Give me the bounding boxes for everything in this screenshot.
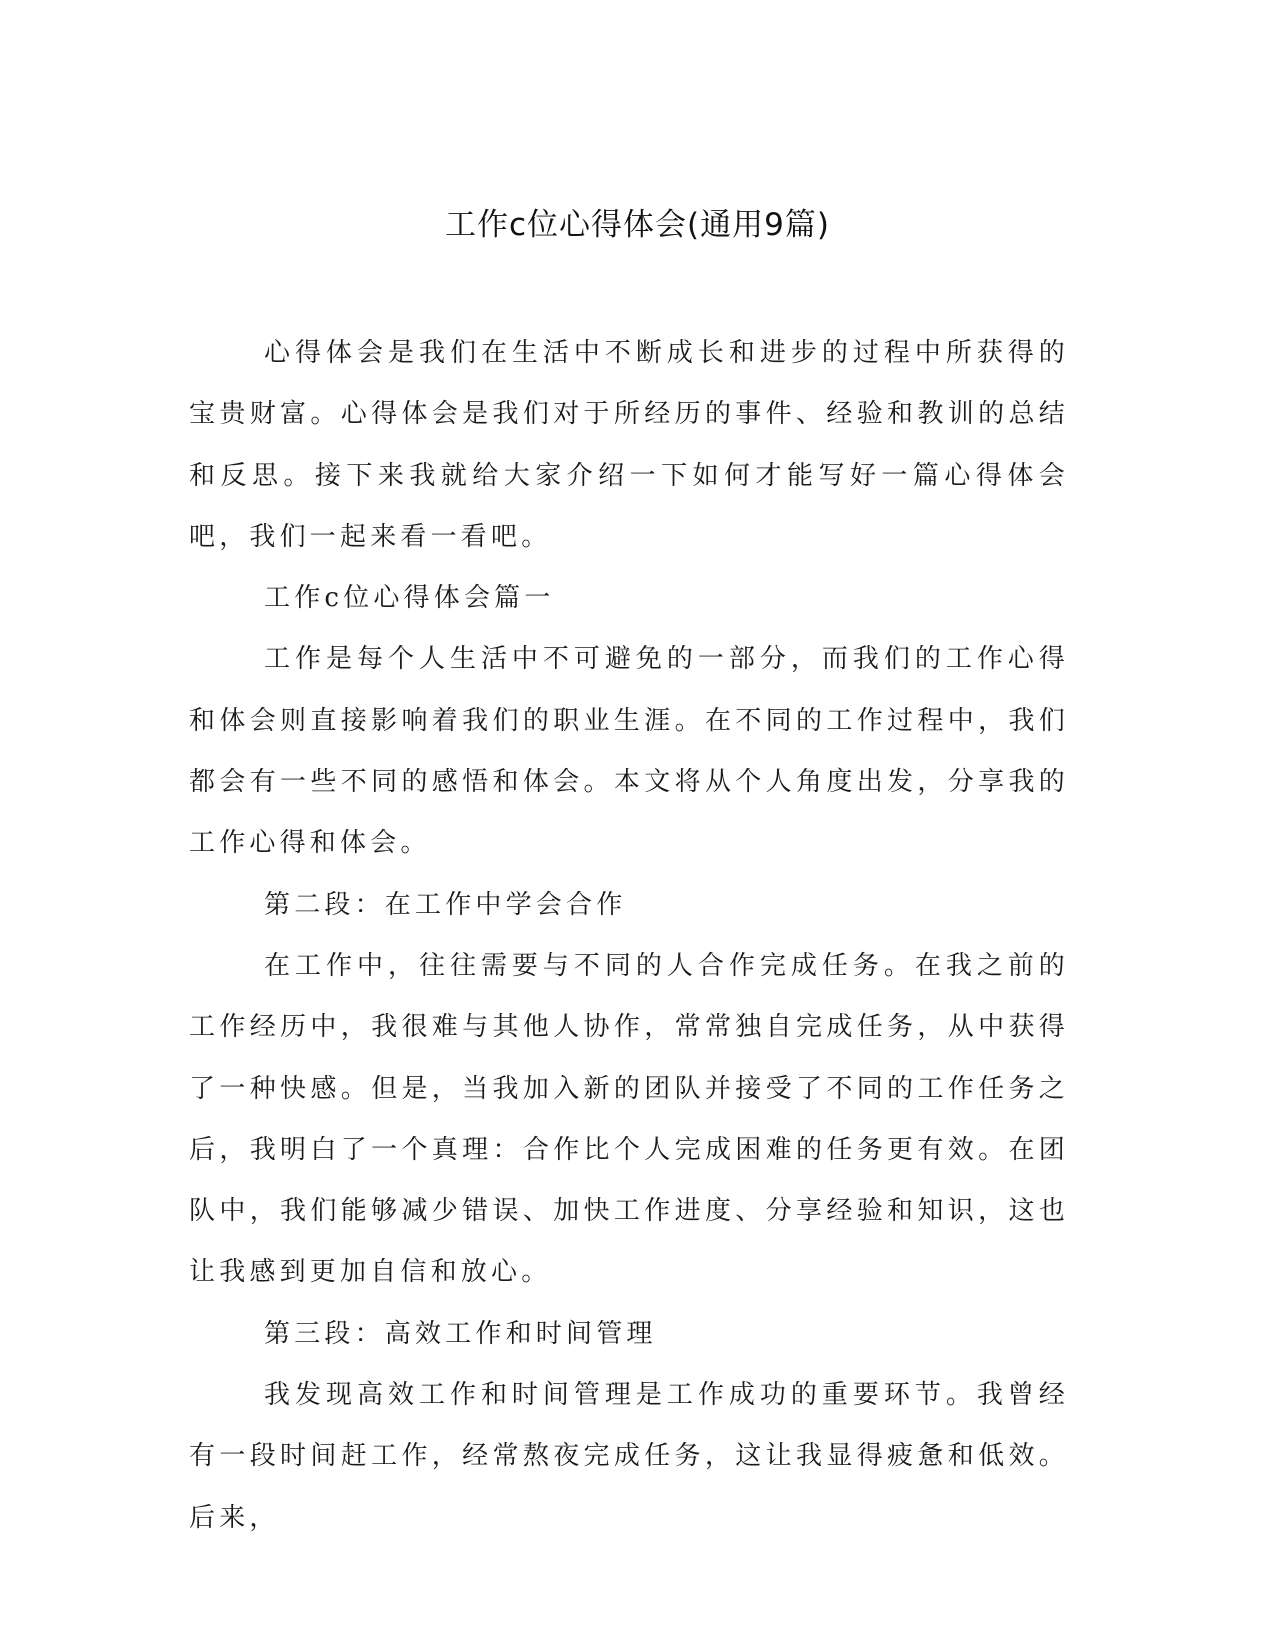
body-paragraph: 工作是每个人生活中不可避免的一部分，而我们的工作心得和体会则直接影响着我们的职业生涯。在不同的工作过程中，我们都会有一些不同的感悟和体会。本文将从个人角度出发，分享我的工作心得和体会。 [189,644,1069,859]
body-paragraph: 我发现高效工作和时间管理是工作成功的重要环节。我曾经有一段时间赶工作，经常熬夜完成任务，这让我显得疲惫和低效。后来， [189,1380,1069,1533]
section-heading-part-one: 工作c位心得体会篇一 [264,583,555,614]
intro-paragraph: 心得体会是我们在生活中不断成长和进步的过程中所获得的宝贵财富。心得体会是我们对于所经历的事件、经验和教训的总结和反思。接下来我就给大家介绍一下如何才能写好一篇心得体会吧，我们一起来看一看吧。 [189,338,1069,552]
body-paragraph: 在工作中，往往需要与不同的人合作完成任务。在我之前的工作经历中，我很难与其他人协作，常常独自完成任务，从中获得了一种快感。但是，当我加入新的团队并接受了不同的工作任务之后，我明白了一个真理：合作比个人完成困难的任务更有效。在团队中，我们能够减少错误、加快工作进度、分享经验和知识，这也让我感到更加自信和放心。 [189,950,1069,1288]
document-title: 工作c位心得体会(通用9篇) [445,207,830,243]
section-heading-second: 第二段：在工作中学会合作 [264,889,627,920]
section-heading-third: 第三段：高效工作和时间管理 [264,1318,657,1349]
document-body [189,323,1069,1549]
